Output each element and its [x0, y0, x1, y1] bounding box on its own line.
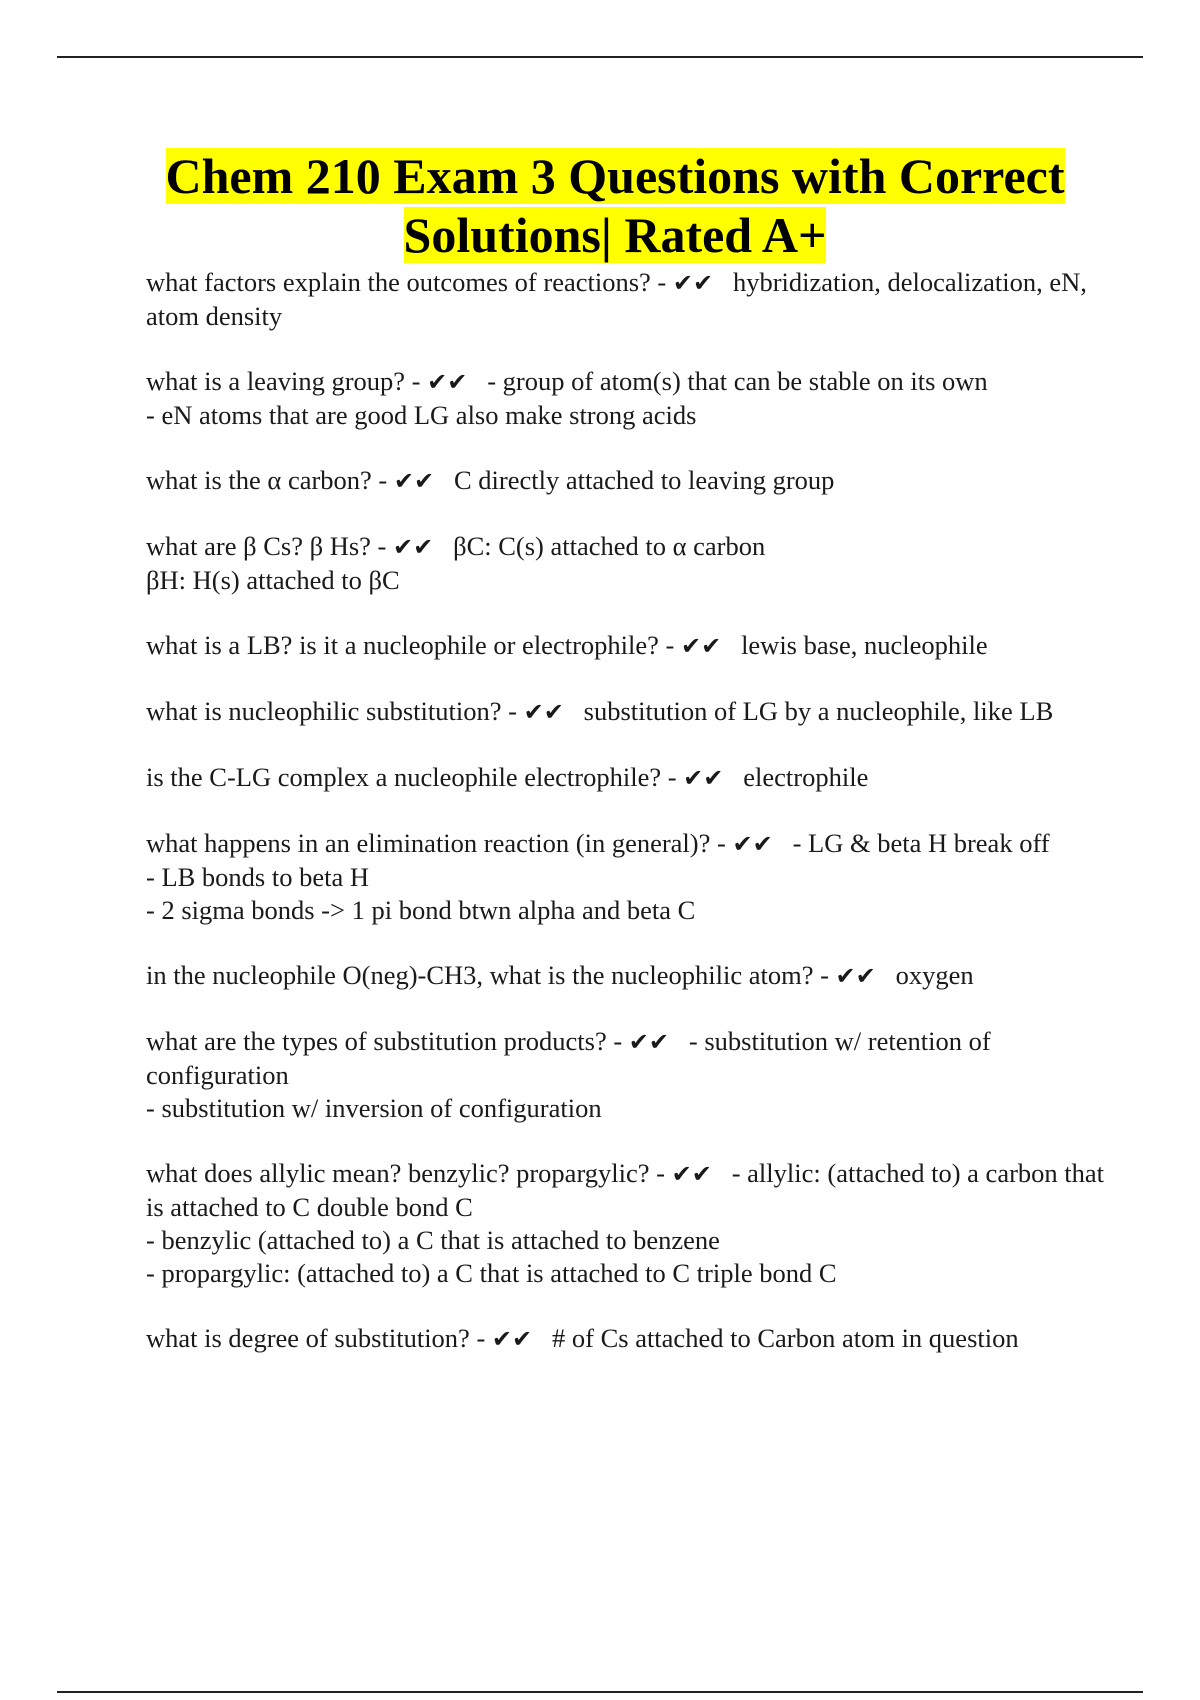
question-text: what is nucleophilic substitution? - [146, 696, 524, 726]
qa-item [146, 1322, 1106, 1356]
answer-extra-line: - 2 sigma bonds -> 1 pi bond btwn alpha and beta C [146, 895, 696, 925]
qa-first-line [146, 365, 1106, 399]
check-mark-icon: ✔✔ [835, 962, 876, 990]
header-rule [57, 56, 1143, 58]
question-text: what are the types of substitution products? - [146, 1026, 629, 1056]
question-text: what are β Cs? β Hs? - [146, 531, 393, 561]
answer-text: hybridization, delocalization, eN, atom density [146, 267, 1094, 331]
qa-item [146, 1025, 1106, 1125]
page-title [130, 147, 1100, 265]
answer-text: - allylic: (attached to) a carbon that is attached to C double bond C [146, 1158, 1111, 1222]
answer-text: lewis base, nucleophile [721, 630, 988, 660]
qa-first-line [146, 629, 1106, 663]
qa-item [146, 266, 1106, 333]
answer-text: # of Cs attached to Carbon atom in question [532, 1323, 1019, 1353]
qa-item [146, 530, 1106, 597]
answer-extra-line: - LB bonds to beta H [146, 862, 370, 892]
qa-first-line [146, 1322, 1106, 1356]
qa-first-line [146, 464, 1106, 498]
qa-first-line [146, 1157, 1111, 1224]
check-mark-icon: ✔✔ [523, 698, 564, 726]
check-mark-icon: ✔✔ [671, 1160, 712, 1188]
title-line-2: Solutions| Rated A+ [403, 207, 827, 263]
check-mark-icon: ✔✔ [732, 830, 773, 858]
answer-text: - LG & beta H break off [772, 828, 1050, 858]
qa-first-line [146, 530, 1106, 564]
answer-text: oxygen [875, 960, 974, 990]
qa-item [146, 629, 1106, 663]
qa-item [146, 464, 1106, 498]
answer-text: - group of atom(s) that can be stable on its own [467, 366, 988, 396]
check-mark-icon: ✔✔ [628, 1028, 670, 1056]
question-text: in the nucleophile O(neg)-CH3, what is the nucleophilic atom? - [146, 960, 836, 990]
title-line-1: Chem 210 Exam 3 Questions with Correct [165, 148, 1065, 204]
answer-text: C directly attached to leaving group [434, 465, 835, 495]
question-text: what does allylic mean? benzylic? propargylic? - [146, 1158, 672, 1188]
check-mark-icon: ✔✔ [393, 533, 434, 561]
answer-text: substitution of LG by a nucleophile, like LB [563, 696, 1054, 726]
check-mark-icon: ✔✔ [491, 1325, 533, 1353]
qa-first-line [146, 761, 1106, 795]
question-answer-list [146, 266, 1111, 1388]
question-text: what factors explain the outcomes of reactions? - [146, 267, 673, 297]
qa-item [146, 761, 1106, 795]
answer-extra-line: - eN atoms that are good LG also make strong acids [146, 400, 697, 430]
check-mark-icon: ✔✔ [683, 764, 724, 792]
answer-extra-line: - benzylic (attached to) a C that is attached to benzene [146, 1225, 720, 1255]
question-text: what is degree of substitution? - [146, 1323, 492, 1353]
qa-first-line [146, 266, 1106, 333]
question-text: what is a leaving group? - [146, 366, 428, 396]
question-text: is the C-LG complex a nucleophile electrophile? - [146, 762, 684, 792]
qa-item [146, 827, 1106, 927]
qa-first-line [146, 1025, 1106, 1092]
question-text: what happens in an elimination reaction (in general)? - [146, 828, 733, 858]
check-mark-icon: ✔✔ [680, 632, 722, 660]
qa-item [146, 1157, 1111, 1290]
qa-item [146, 959, 1106, 993]
check-mark-icon: ✔✔ [427, 368, 468, 396]
check-mark-icon: ✔✔ [393, 467, 435, 495]
answer-text: - substitution w/ retention of configuration [146, 1026, 998, 1090]
answer-text: βC: C(s) attached to α carbon [433, 531, 766, 561]
qa-first-line [146, 959, 1106, 993]
qa-item [146, 365, 1106, 432]
answer-extra-line: - substitution w/ inversion of configuration [146, 1093, 602, 1123]
qa-first-line [146, 695, 1106, 729]
check-mark-icon: ✔✔ [672, 269, 714, 297]
qa-item [146, 695, 1106, 729]
answer-extra-line: - propargylic: (attached to) a C that is attached to C triple bond C [146, 1258, 837, 1288]
answer-text: electrophile [723, 762, 869, 792]
footer-rule [57, 1691, 1143, 1693]
qa-first-line [146, 827, 1106, 861]
answer-extra-line: βH: H(s) attached to βC [146, 565, 400, 595]
question-text: what is the α carbon? - [146, 465, 394, 495]
question-text: what is a LB? is it a nucleophile or electrophile? - [146, 630, 681, 660]
